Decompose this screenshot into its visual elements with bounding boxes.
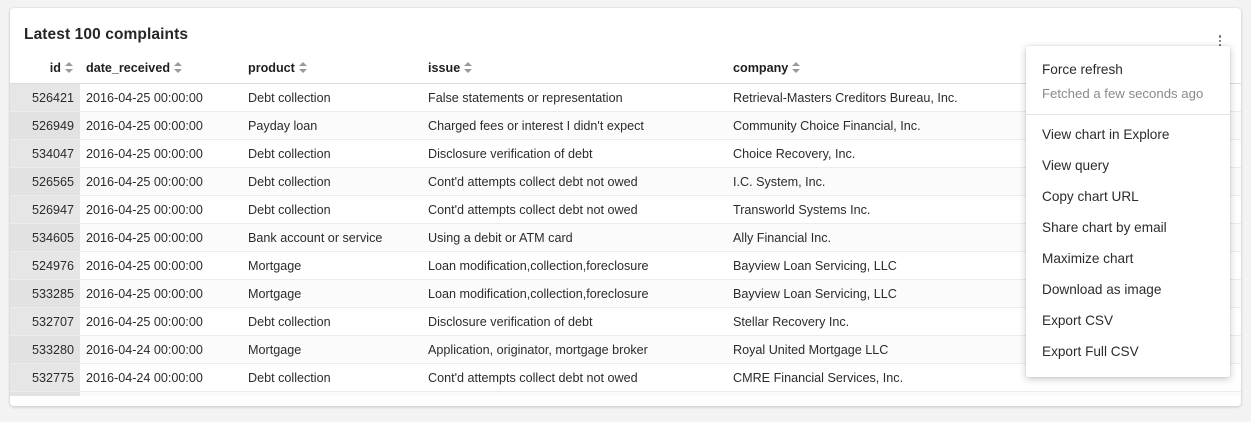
cell-issue: Charged fees or interest I didn't expect <box>422 112 727 140</box>
column-header-issue[interactable] <box>422 58 727 84</box>
column-header-company[interactable] <box>727 58 1007 84</box>
cell-issue: Using a debit or ATM card <box>422 224 727 252</box>
cell-date-received: 2016-04-25 00:00:00 <box>80 308 242 336</box>
complaints-card <box>10 8 1241 406</box>
kebab-dot-1 <box>1219 35 1222 38</box>
menu-item-force-refresh[interactable]: Force refresh <box>1042 62 1123 77</box>
cell-issue: Disclosure verification of debt <box>422 140 727 168</box>
cell-id: 532775 <box>10 364 80 392</box>
cell-issue: Application, originator, mortgage broker <box>422 336 727 364</box>
cell-issue: Loan modification,collection,foreclosure <box>422 280 727 308</box>
table-bottom-fade <box>10 396 1241 406</box>
cell-issue: Loan modification,collection,foreclosure <box>422 252 727 280</box>
cell-date-received: 2016-04-25 00:00:00 <box>80 112 242 140</box>
cell-date-received: 2016-04-24 00:00:00 <box>80 364 242 392</box>
cell-product: Debt collection <box>242 364 422 392</box>
cell-issue: Cont'd attempts collect debt not owed <box>422 364 727 392</box>
cell-company: Bayview Loan Servicing, LLC <box>727 280 1007 308</box>
menu-fetched-status: Fetched a few seconds ago <box>1042 86 1204 101</box>
menu-item-export-csv[interactable]: Export CSV <box>1042 313 1114 328</box>
cell-product: Debt collection <box>242 196 422 224</box>
cell-product: Payday loan <box>242 112 422 140</box>
column-header-product-label: product <box>248 61 295 75</box>
cell-id: 526947 <box>10 196 80 224</box>
cell-date-received: 2016-04-24 00:00:00 <box>80 336 242 364</box>
cell-company: I.C. System, Inc. <box>727 168 1007 196</box>
cell-company: Transworld Systems Inc. <box>727 196 1007 224</box>
menu-item-share-chart-by-email[interactable]: Share chart by email <box>1042 220 1167 235</box>
cell-issue: False statements or representation <box>422 84 727 112</box>
cell-product: Debt collection <box>242 84 422 112</box>
cell-product: Debt collection <box>242 308 422 336</box>
column-header-id[interactable] <box>10 58 80 84</box>
menu-item-view-query[interactable]: View query <box>1042 158 1109 173</box>
cell-id: 526565 <box>10 168 80 196</box>
cell-company: Bayview Loan Servicing, LLC <box>727 252 1007 280</box>
cell-company: Ally Financial Inc. <box>727 224 1007 252</box>
cell-date-received: 2016-04-25 00:00:00 <box>80 224 242 252</box>
sort-icon[interactable] <box>65 62 74 73</box>
chart-context-menu[interactable] <box>1026 46 1230 377</box>
menu-item-download-as-image[interactable]: Download as image <box>1042 282 1162 297</box>
sort-icon[interactable] <box>299 62 308 73</box>
cell-product: Bank account or service <box>242 224 422 252</box>
menu-item-view-chart-in-explore[interactable]: View chart in Explore <box>1042 127 1170 142</box>
column-header-issue-label: issue <box>428 61 461 75</box>
cell-product: Mortgage <box>242 336 422 364</box>
cell-company: Choice Recovery, Inc. <box>727 140 1007 168</box>
cell-date-received: 2016-04-25 00:00:00 <box>80 196 242 224</box>
column-header-date-received[interactable] <box>80 58 242 84</box>
cell-date-received: 2016-04-25 00:00:00 <box>80 140 242 168</box>
cell-issue: Disclosure verification of debt <box>422 308 727 336</box>
menu-separator <box>1026 114 1230 115</box>
cell-id: 524976 <box>10 252 80 280</box>
cell-product: Mortgage <box>242 280 422 308</box>
cell-id: 534605 <box>10 224 80 252</box>
kebab-dot-2 <box>1219 40 1222 43</box>
cell-issue: Cont'd attempts collect debt not owed <box>422 168 727 196</box>
cell-id: 526949 <box>10 112 80 140</box>
column-header-date-received-label: date_received <box>86 61 171 75</box>
cell-product: Debt collection <box>242 168 422 196</box>
cell-id: 533285 <box>10 280 80 308</box>
cell-date-received: 2016-04-25 00:00:00 <box>80 168 242 196</box>
column-header-id-label: id <box>49 61 61 75</box>
cell-company: Royal United Mortgage LLC <box>727 336 1007 364</box>
cell-company: Community Choice Financial, Inc. <box>727 112 1007 140</box>
cell-id: 526421 <box>10 84 80 112</box>
cell-date-received: 2016-04-25 00:00:00 <box>80 280 242 308</box>
sort-icon[interactable] <box>792 62 801 73</box>
sort-icon[interactable] <box>174 62 183 73</box>
cell-product: Mortgage <box>242 252 422 280</box>
column-header-company-label: company <box>733 61 789 75</box>
column-header-product[interactable] <box>242 58 422 84</box>
cell-date-received: 2016-04-25 00:00:00 <box>80 84 242 112</box>
cell-company: Retrieval-Masters Creditors Bureau, Inc. <box>727 84 1007 112</box>
cell-date-received: 2016-04-25 00:00:00 <box>80 252 242 280</box>
cell-id: 532707 <box>10 308 80 336</box>
cell-id: 533280 <box>10 336 80 364</box>
card-title: Latest 100 complaints <box>24 26 189 43</box>
cell-product: Debt collection <box>242 140 422 168</box>
cell-issue: Cont'd attempts collect debt not owed <box>422 196 727 224</box>
cell-company: Stellar Recovery Inc. <box>727 308 1007 336</box>
cell-id: 534047 <box>10 140 80 168</box>
menu-item-export-full-csv[interactable]: Export Full CSV <box>1042 344 1139 359</box>
menu-item-copy-chart-url[interactable]: Copy chart URL <box>1042 189 1139 204</box>
menu-item-maximize-chart[interactable]: Maximize chart <box>1042 251 1134 266</box>
sort-icon[interactable] <box>464 62 473 73</box>
cell-company: CMRE Financial Services, Inc. <box>727 364 1007 392</box>
